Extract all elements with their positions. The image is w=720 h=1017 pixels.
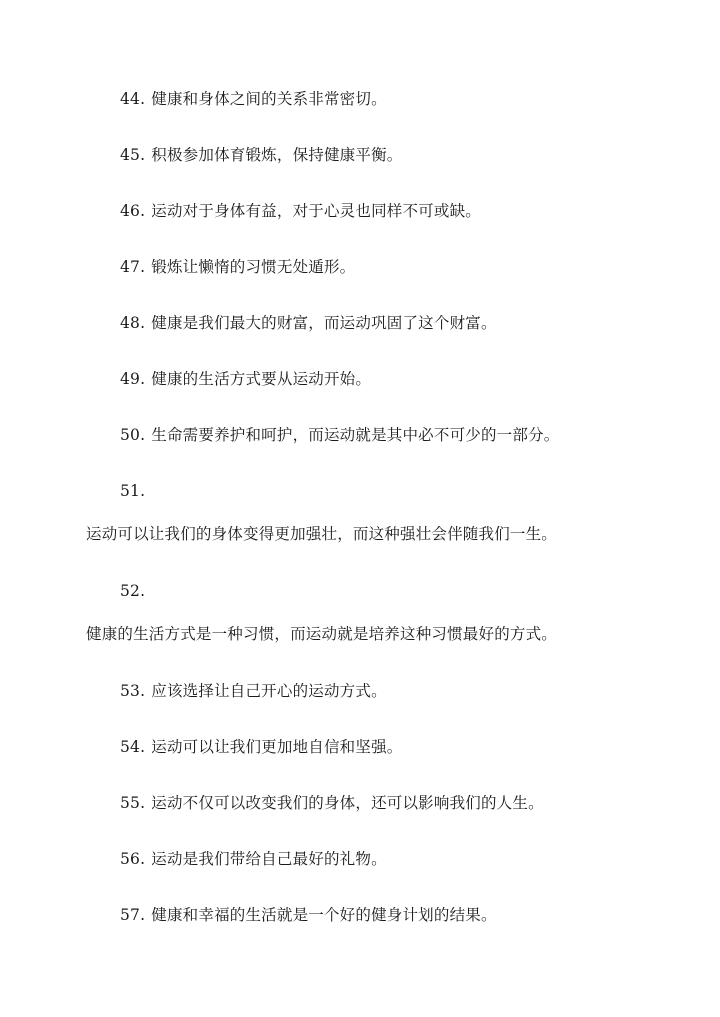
item-text: 运动对于身体有益，对于心灵也同样不可或缺。 <box>151 202 481 220</box>
item-text: 运动是我们带给自己最好的礼物。 <box>151 850 387 868</box>
item-text: 健康的生活方式要从运动开始。 <box>151 370 372 388</box>
item-text: 健康和幸福的生活就是一个好的健身计划的结果。 <box>151 906 497 924</box>
list-item <box>120 145 402 165</box>
item-number: 54. <box>120 738 146 756</box>
item-text: 健康和身体之间的关系非常密切。 <box>151 90 387 108</box>
item-text: 生命需要养护和呵护，而运动就是其中必不可少的一部分。 <box>151 426 560 444</box>
item-number: 49. <box>120 370 146 388</box>
list-item <box>120 369 371 389</box>
item-text: 健康的生活方式是一种习惯，而运动就是培养这种习惯最好的方式。 <box>86 625 558 643</box>
item-number: 48. <box>120 314 146 332</box>
list-item <box>120 201 481 221</box>
list-item <box>120 425 559 445</box>
list-item <box>120 793 544 813</box>
item-text: 积极参加体育锻炼，保持健康平衡。 <box>151 146 403 164</box>
item-number: 45. <box>120 146 146 164</box>
item-number: 57. <box>120 906 146 924</box>
item-number: 46. <box>120 202 146 220</box>
list-item <box>120 849 387 869</box>
item-text: 锻炼让懒惰的习惯无处遁形。 <box>151 258 356 276</box>
item-text: 健康是我们最大的财富，而运动巩固了这个财富。 <box>151 314 497 332</box>
item-number: 51. <box>120 482 146 500</box>
item-text: 运动可以让我们的身体变得更加强壮，而这种强壮会伴随我们一生。 <box>86 525 558 543</box>
item-text: 运动可以让我们更加地自信和坚强。 <box>151 738 403 756</box>
item-number: 44. <box>120 90 146 108</box>
item-number: 47. <box>120 258 146 276</box>
list-item <box>120 257 355 277</box>
list-item <box>120 905 497 925</box>
item-text: 运动不仅可以改变我们的身体，还可以影响我们的人生。 <box>151 794 544 812</box>
item-text: 应该选择让自己开心的运动方式。 <box>151 682 387 700</box>
item-number: 56. <box>120 850 146 868</box>
item-number: 55. <box>120 794 146 812</box>
list-item <box>120 313 497 333</box>
list-item <box>120 681 387 701</box>
list-item <box>120 737 402 757</box>
item-number: 53. <box>120 682 146 700</box>
item-number: 50. <box>120 426 146 444</box>
list-item <box>120 89 387 109</box>
item-number: 52. <box>120 582 146 600</box>
